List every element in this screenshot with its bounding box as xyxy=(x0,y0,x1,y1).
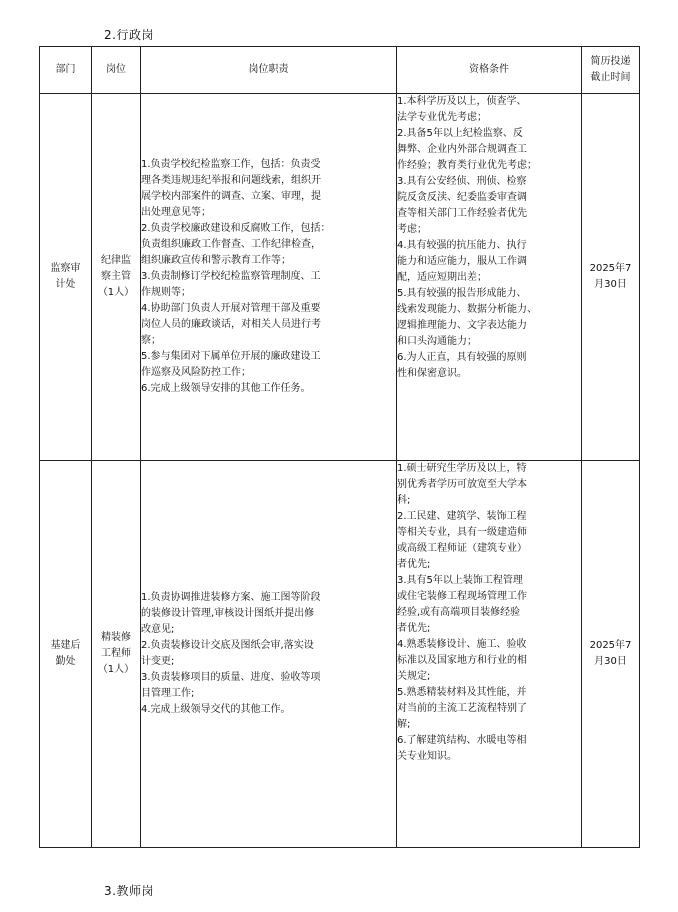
section-title-teacher: 3.教师岗 xyxy=(104,884,154,898)
qualifications-cell: 1.本科学历及以上，侦查学、 法学专业优先考虑； 2.具备5年以上纪检监察、反 舞弊、企业内外部合规调查工 作经验；教育类行业优先考虑； 3.具有公安经侦、刑侦、检察 院反贪反渎、纪委监委审查调 查等相关部门工作经验者优先 考虑； 4.具有较强的抗压能力、执行 能力和适应能力，服从工作调 配，适应短期出差； 5.具有较强的报告形成能力、 线索发现能力、数据分析能力、 逻辑推理能力、文字表达能力 和口头沟通能力； 6.为人正直，具有较强的原则 性和保密意识。 xyxy=(397,94,582,461)
dept-cell: 基建后 勤处 xyxy=(40,461,92,848)
table-header-row xyxy=(40,47,640,94)
table-row xyxy=(40,94,640,461)
duties-cell: 1.负责学校纪检监察工作，包括：负责受 理各类违规违纪举报和问题线索，组织开 展学校内部案件的调查、立案、审理，提 出处理意见等； 2.负责学校廉政建设和反腐败工作，包括： 负责组织廉政工作督查、工作纪律检查， 组织廉政宣传和警示教育工作等； 3.负责制修订学校纪检监察管理制度、工 作规则等； 4.协助部门负责人开展对管理干部及重要 岗位人员的廉政谈话，对相关人员进行考 察； 5.参与集团对下属单位开展的廉政建设工 作巡察及风险防控工作； 6.完成上级领导安排的其他工作任务。 xyxy=(141,94,397,461)
header-qualifications: 资格条件 xyxy=(397,47,582,94)
job-table xyxy=(39,46,640,848)
post-cell: 纪律监 察主管 （1人） xyxy=(92,94,141,461)
post-cell: 精装修 工程师 （1人） xyxy=(92,461,141,848)
header-post: 岗位 xyxy=(92,47,141,94)
duties-cell: 1.负责协调推进装修方案、施工图等阶段 的装修设计管理,审核设计图纸并提出修 改意见; 2.负责装修设计交底及图纸会审,落实设 计变更; 3.负责装修项目的质量、进度、验收等项 目管理工作; 4.完成上级领导交代的其他工作。 xyxy=(141,461,397,848)
dept-cell: 监察审 计处 xyxy=(40,94,92,461)
deadline-cell: 2025年7 月30日 xyxy=(582,461,640,848)
header-deadline: 简历投递 截止时间 xyxy=(582,47,640,94)
header-dept: 部门 xyxy=(40,47,92,94)
deadline-cell: 2025年7 月30日 xyxy=(582,94,640,461)
section-title-administrative: 2.行政岗 xyxy=(104,28,154,42)
table-row xyxy=(40,461,640,848)
qualifications-cell: 1.硕士研究生学历及以上，特 别优秀者学历可放宽至大学本 科; 2.工民建、建筑学、装饰工程 等相关专业，具有一级建造师 或高级工程师证（建筑专业） 者优先; 3.具有5年以上装饰工程管理 或住宅装修工程现场管理工作 经验,或有高端项目装修经验 者优先; 4.熟悉装修设计、施工、验收 标准以及国家地方和行业的相 关规定; 5.熟悉精装材料及其性能，并 对当前的主流工艺流程特别了 解; 6.了解建筑结构、水暖电等相 关专业知识。 xyxy=(397,461,582,848)
header-duties: 岗位职责 xyxy=(141,47,397,94)
